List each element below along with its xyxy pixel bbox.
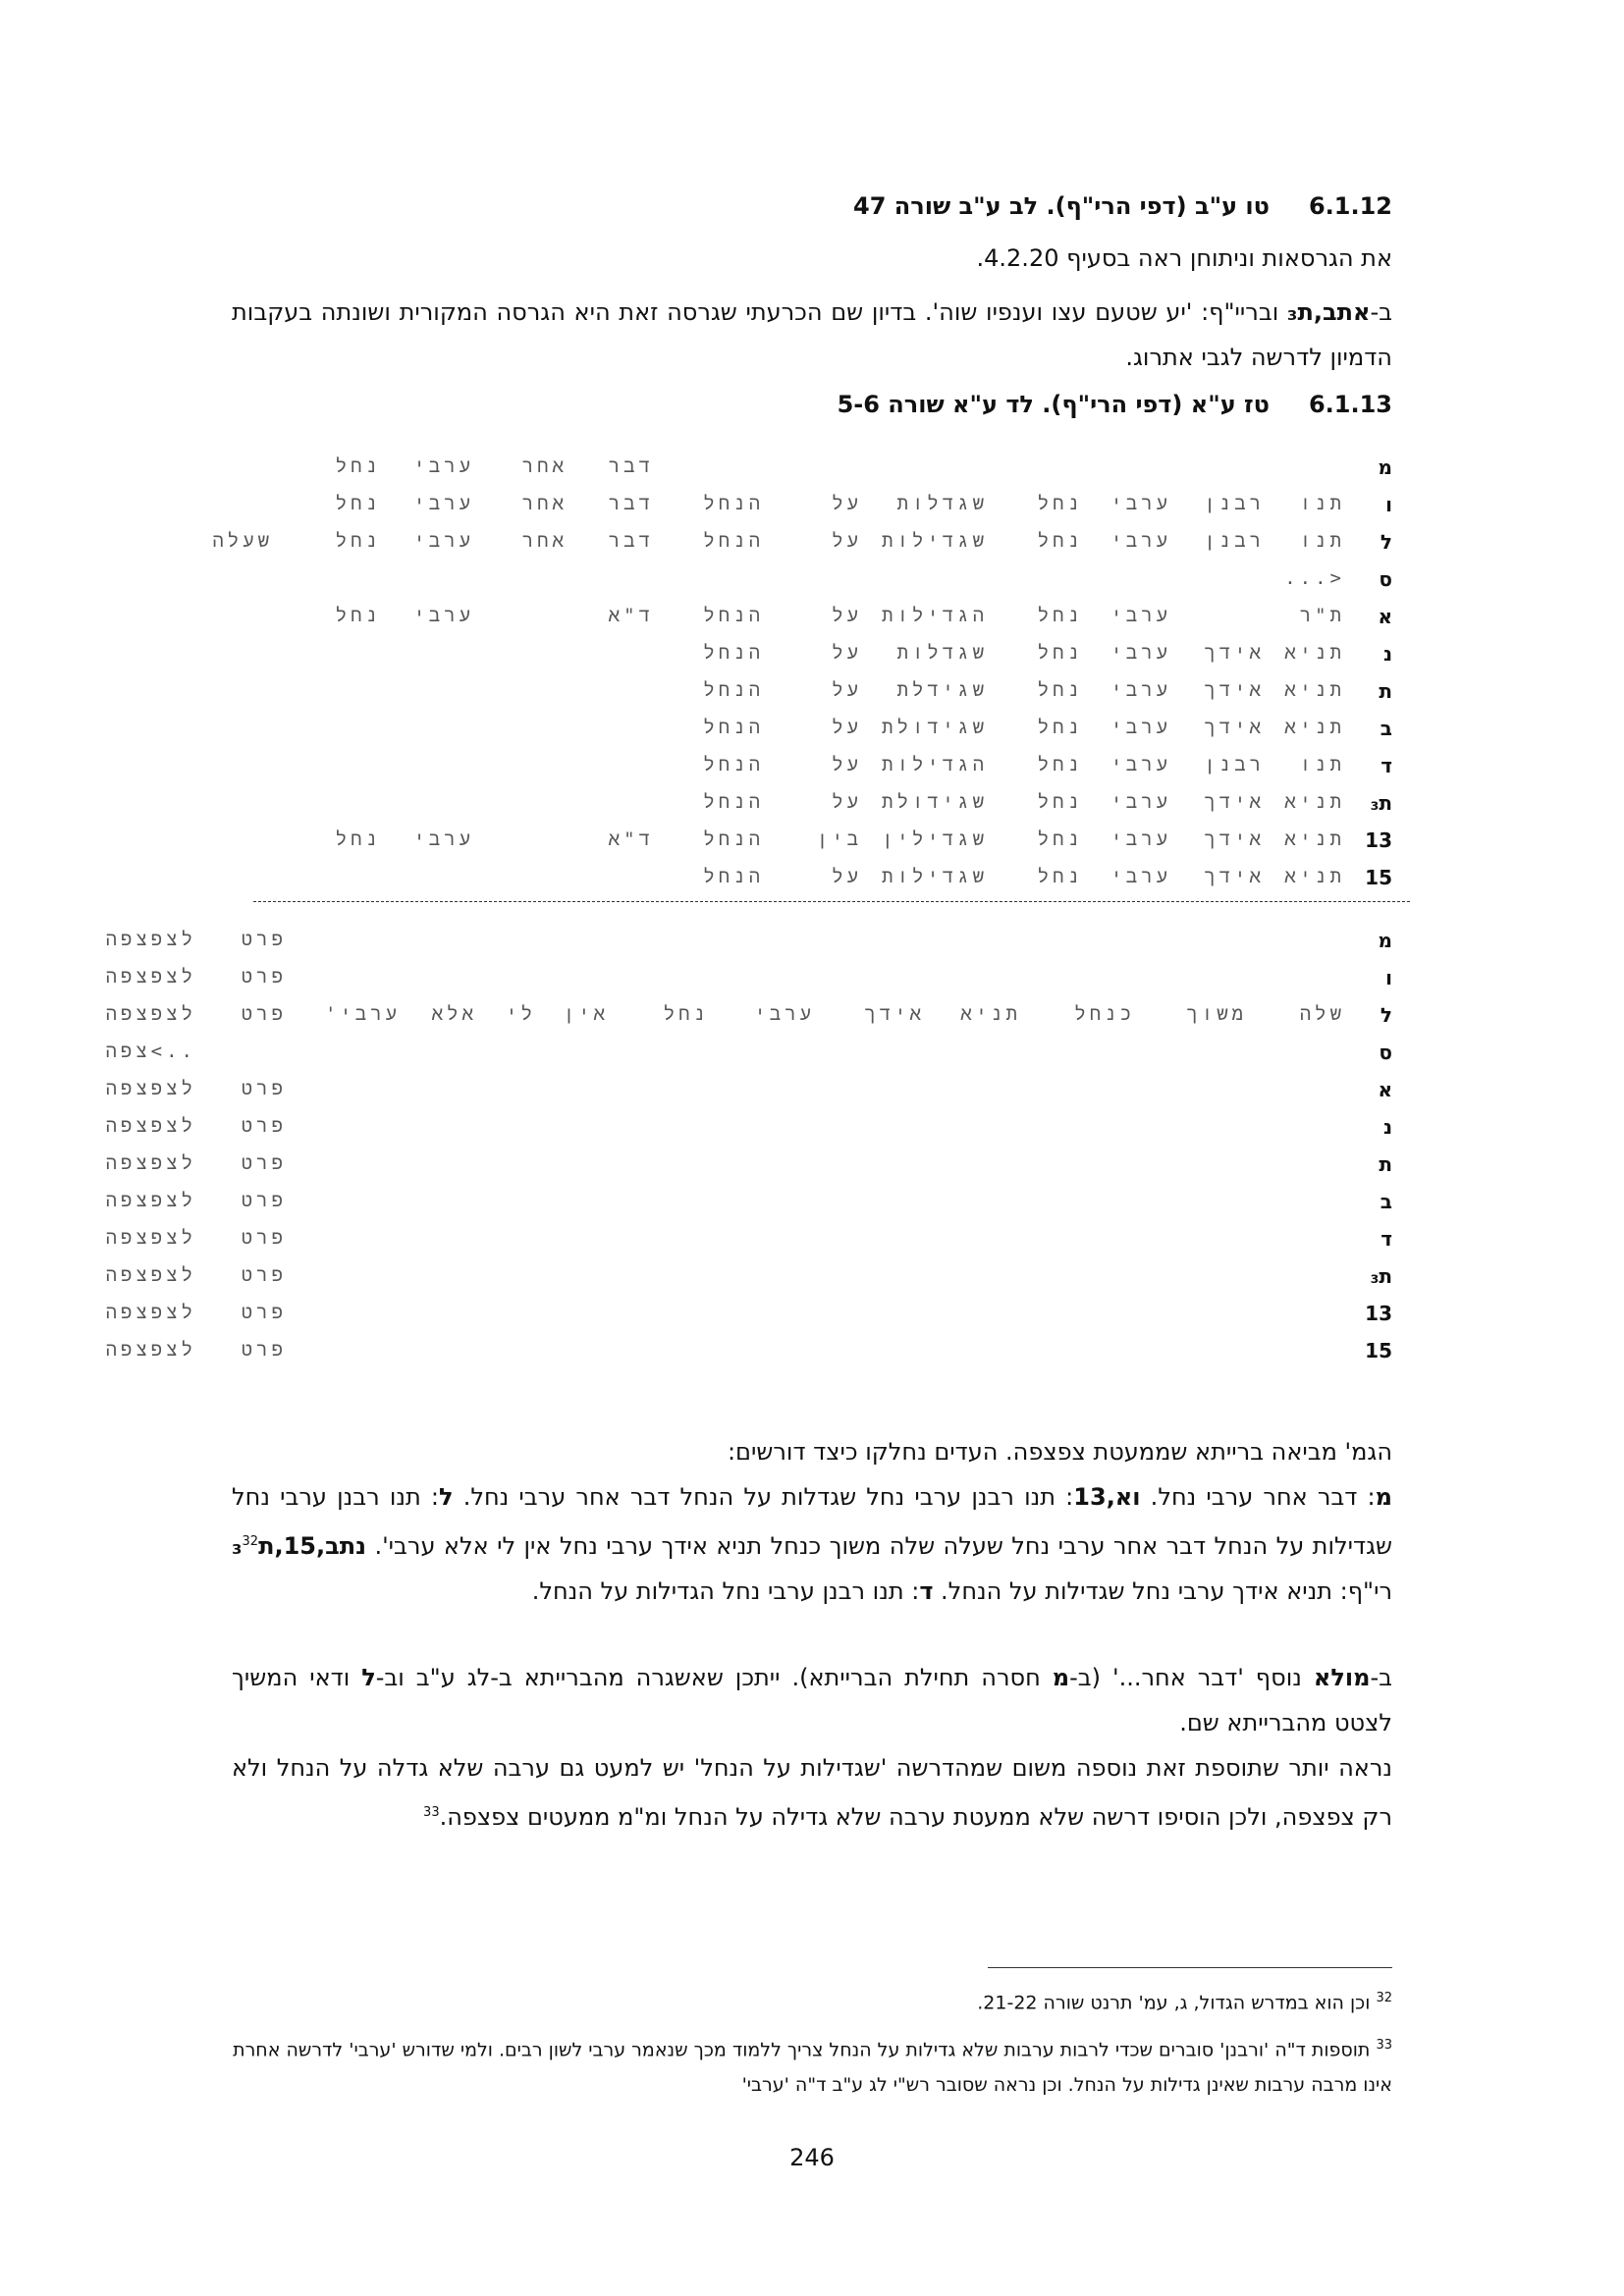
synopsis-word: תניא: [960, 1003, 1021, 1025]
synopsis-word: על: [832, 642, 862, 664]
synopsis-word: נחל: [1037, 605, 1083, 626]
synopsis-word: כנחל: [1074, 1003, 1135, 1025]
synopsis-word: ערבי: [413, 493, 474, 514]
synopsis-word: נחל: [1037, 530, 1083, 552]
witness-label: ב: [1380, 717, 1392, 740]
witness-label: ל: [1380, 1003, 1392, 1027]
synopsis-word: רבנן: [1204, 493, 1265, 514]
text-span: : תנו רבנן ערבי נחל הגדילות על הנחל.: [531, 1577, 920, 1605]
synopsis-word: נחל: [663, 1003, 709, 1025]
synopsis-word: ערבי: [413, 530, 474, 552]
synopsis-word: משוך: [1186, 1003, 1247, 1025]
synopsis-word: פרט: [241, 1190, 287, 1211]
synopsis-word: הנחל: [703, 866, 764, 887]
synopsis-word: דבר: [608, 530, 654, 552]
synopsis-word: על: [832, 605, 862, 626]
synopsis-word: פרט: [241, 1115, 287, 1137]
synopsis-word: ערבי: [1110, 642, 1171, 664]
text-span: חסרה תחילת הברייתא). ייתכן שאשגרה מהברייתא ב-לג ע"ב וב-: [375, 1664, 1053, 1691]
witness-label: ל: [1380, 530, 1392, 554]
synopsis-word: ד"א: [608, 605, 654, 626]
witness-label: ס: [1379, 1041, 1392, 1064]
synopsis-word: תניא: [1284, 642, 1345, 664]
text-span: הגמ' מביאה ברייתא שממעטת צפצפה. העדים נחלקו כיצד דורשים:: [727, 1438, 1392, 1466]
synopsis-row: [18, 1264, 1392, 1302]
witness-siglum: אתב,ת₃: [1286, 298, 1371, 326]
synopsis-word: רבנן: [1204, 530, 1265, 552]
synopsis-word: שעלה: [212, 530, 273, 552]
synopsis-word: נחל: [335, 455, 381, 477]
synopsis-word: ערבי: [1110, 866, 1171, 887]
synopsis-word: לצפצפה: [105, 1003, 196, 1025]
witness-label: ו: [1385, 966, 1392, 989]
synopsis-row: [18, 1041, 1392, 1078]
text-span: נראה יותר שתוספת זאת נוספה משום שמהדרשה 'שגדילות על הנחל' יש למעט גם ערבה שלא גדלה על הנחל ולא רק צפצפה, ולכן הוסיפו דרשה שלא ממעטת ערבה שלא גדילה על הנחל ומ"מ ממעטים צפצפה.: [232, 1754, 1392, 1831]
footnote-rule: [988, 1967, 1392, 1968]
witness-label: ב: [1380, 1190, 1392, 1213]
witness-label: 13: [1365, 1302, 1392, 1325]
text-span: ב-: [1370, 1664, 1392, 1691]
witness-label: נ: [1382, 642, 1392, 666]
synopsis-word: ערבי: [413, 828, 474, 850]
synopsis-word: לצפצפה: [105, 1302, 196, 1323]
synopsis-word: על: [832, 791, 862, 813]
synopsis-word: תניא: [1284, 866, 1345, 887]
body-paragraph-1: [232, 1429, 1392, 1474]
synopsis-word: נחל: [335, 530, 381, 552]
body-paragraph-3: [232, 1655, 1392, 1745]
witness-label: מ: [1378, 929, 1392, 952]
witness-siglum: ל: [361, 1664, 376, 1691]
synopsis-word: על: [832, 717, 862, 738]
synopsis-word: אידך: [1204, 866, 1265, 887]
witness-label: ת₃: [1370, 791, 1392, 815]
text-span: רי"ף: תניא אידך ערבי נחל שגדילות על הנחל.: [933, 1577, 1392, 1605]
synopsis-word: נחל: [1037, 791, 1083, 813]
synopsis-word: ערבי: [1110, 493, 1171, 514]
witness-label: א: [1378, 605, 1392, 628]
witness-label: נ: [1382, 1115, 1392, 1139]
synopsis-word: נחל: [335, 605, 381, 626]
synopsis-word: אידך: [1204, 679, 1265, 701]
synopsis-row: [18, 455, 1392, 493]
section-heading-6-1-13: [838, 391, 1392, 418]
synopsis-word: <...: [1284, 567, 1345, 589]
synopsis-word: הנחל: [703, 642, 764, 664]
witness-label: ד: [1380, 754, 1392, 777]
text-span: : דבר אחר ערבי נחל.: [1140, 1483, 1376, 1511]
synopsis-word: ערבי: [1110, 605, 1171, 626]
synopsis-row: [18, 493, 1392, 530]
witness-label: ו: [1385, 493, 1392, 516]
synopsis-word: לצפצפה: [105, 1078, 196, 1099]
footnote-33: [232, 2028, 1392, 2103]
synopsis-word: אידך: [1204, 791, 1265, 813]
synopsis-row: [18, 1302, 1392, 1339]
synopsis-word: שגדילות: [882, 866, 988, 887]
synopsis-word: על: [832, 530, 862, 552]
footnote-ref[interactable]: 32: [242, 1534, 259, 1549]
synopsis-word: נחל: [1037, 754, 1083, 775]
synopsis-word: אלא: [431, 1003, 477, 1025]
synopsis-row: [18, 642, 1392, 679]
synopsis-word: פרט: [241, 1302, 287, 1323]
synopsis-word: הגדילות: [882, 754, 988, 775]
synopsis-word: נחל: [1037, 828, 1083, 850]
synopsis-word: לצפצפה: [105, 1339, 196, 1361]
synopsis-word: שגדלות: [896, 493, 988, 514]
witness-label: א: [1378, 1078, 1392, 1101]
synopsis-word: לצפצפה: [105, 1264, 196, 1286]
section-title: טז ע"א (דפי הרי"ף). לד ע"א שורה 5-6: [837, 391, 1270, 418]
synopsis-word: שגידולת: [882, 717, 988, 738]
footnote-text: תוספות ד"ה 'ורבנן' סוברים שכדי לרבות ערבות שלא גדילות על הנחל צריך ללמוד מכך שנאמר ערבי לשון רבים. ולמי שדורש 'ערבי' לדרשה אחרת אינו מרבה ערבות שאינן גדילות על הנחל. וכן נראה שסובר רש"י לג ע"ב ד"ה 'ערבי': [233, 2039, 1392, 2097]
synopsis-word: הנחל: [703, 605, 764, 626]
synopsis-word: ערבי: [1110, 717, 1171, 738]
witness-label: ת: [1379, 679, 1392, 703]
synopsis-word: פרט: [241, 966, 287, 988]
synopsis-row: [18, 791, 1392, 828]
synopsis-row: [18, 754, 1392, 791]
synopsis-table-top: [18, 455, 1392, 897]
synopsis-word: ערבי: [754, 1003, 815, 1025]
synopsis-row: [18, 929, 1392, 966]
synopsis-row: [18, 828, 1392, 866]
text-span: : תנו רבנן ערבי נחל שגדלות על הנחל דבר אחר ערבי נחל.: [453, 1483, 1074, 1511]
synopsis-row: [18, 1339, 1392, 1376]
body-paragraph-4: [232, 1745, 1392, 1840]
footnote-ref[interactable]: 33: [423, 1805, 440, 1820]
synopsis-word: פרט: [241, 1078, 287, 1099]
witness-siglum: מ: [1375, 1483, 1392, 1511]
synopsis-word: לי: [506, 1003, 536, 1025]
text-span: נוסף 'דבר אחר...' (ב-: [1069, 1664, 1314, 1691]
synopsis-word: ערבי: [1110, 828, 1171, 850]
witness-siglum: נתב,15,ת₃: [232, 1532, 367, 1560]
synopsis-word: שלה: [1299, 1003, 1345, 1025]
synopsis-word: פרט: [241, 1339, 287, 1361]
footnote-text: וכן הוא במדרש הגדול, ג, עמ' תרנט שורה 21-22.: [977, 1992, 1377, 2014]
synopsis-word: ת"ר: [1299, 605, 1345, 626]
footnote-number: 32: [1376, 1991, 1392, 2005]
dashed-divider: [253, 901, 1410, 902]
section-heading-6-1-12: [853, 192, 1392, 220]
intro-paragraph: [232, 290, 1392, 380]
page-number: 246: [789, 2144, 835, 2171]
synopsis-word: הנחל: [703, 828, 764, 850]
synopsis-word: אחר: [521, 493, 568, 514]
synopsis-row: [18, 1078, 1392, 1115]
synopsis-row: [18, 1003, 1392, 1041]
text-span: ב-: [1370, 298, 1392, 326]
synopsis-word: דבר: [608, 455, 654, 477]
synopsis-word: הגדילות: [882, 605, 988, 626]
synopsis-word: ערבי: [413, 605, 474, 626]
synopsis-row: [18, 717, 1392, 754]
section-number: 6.1.12: [1308, 192, 1392, 220]
synopsis-word: הנחל: [703, 530, 764, 552]
synopsis-word: פרט: [241, 1227, 287, 1249]
synopsis-word: נחל: [335, 828, 381, 850]
synopsis-word: לצפצפה: [105, 1115, 196, 1137]
witness-siglum: וא,13: [1073, 1483, 1141, 1511]
synopsis-word: נחל: [1037, 717, 1083, 738]
synopsis-word: ד"א: [608, 828, 654, 850]
synopsis-word: אחר: [521, 455, 568, 477]
synopsis-word: פרט: [241, 1264, 287, 1286]
body-paragraph-2: [232, 1474, 1392, 1614]
synopsis-row: [18, 1115, 1392, 1152]
synopsis-word: הנחל: [703, 679, 764, 701]
synopsis-word: נחל: [1037, 642, 1083, 664]
witness-label: 15: [1365, 1339, 1392, 1362]
witness-label: ת₃: [1370, 1264, 1392, 1288]
synopsis-word: שגידלת: [896, 679, 988, 701]
synopsis-word: לצפצפה: [105, 929, 196, 950]
synopsis-word: אידך: [1204, 717, 1265, 738]
synopsis-word: אידך: [1204, 828, 1265, 850]
witness-label: 13: [1365, 828, 1392, 852]
section-number: 6.1.13: [1308, 391, 1392, 418]
text-span: : תנו רבנן ערבי נחל שגדילות על הנחל דבר אחר ערבי נחל שעלה שלה משוך כנחל תניא אידך ערבי נחל אין לי אלא ערבי'.: [232, 1483, 1392, 1560]
synopsis-word: שגדילות: [882, 530, 988, 552]
synopsis-word: הנחל: [703, 754, 764, 775]
synopsis-word: הנחל: [703, 717, 764, 738]
synopsis-row: [18, 866, 1392, 903]
text-span: ודאי המשיך לצטט מהברייתא שם.: [232, 1664, 1392, 1736]
synopsis-row: [18, 1152, 1392, 1190]
synopsis-word: תנו: [1299, 754, 1345, 775]
witness-label: ס: [1379, 567, 1392, 591]
synopsis-word: רבנן: [1204, 754, 1265, 775]
intro-line: [232, 236, 1392, 281]
footnote-32: [232, 1981, 1392, 2020]
synopsis-word: אחר: [521, 530, 568, 552]
synopsis-word: ערבי: [1110, 679, 1171, 701]
synopsis-word: פרט: [241, 1152, 287, 1174]
witness-label: ד: [1380, 1227, 1392, 1251]
synopsis-word: על: [832, 866, 862, 887]
witness-siglum: מולא: [1313, 1664, 1371, 1691]
synopsis-word: אידך: [864, 1003, 925, 1025]
synopsis-word: אידך: [1204, 642, 1265, 664]
synopsis-word: תניא: [1284, 828, 1345, 850]
synopsis-word: בין: [816, 828, 862, 850]
synopsis-word: נחל: [335, 493, 381, 514]
synopsis-word: לצפצפה: [105, 1190, 196, 1211]
synopsis-word: על: [832, 679, 862, 701]
synopsis-row: [18, 966, 1392, 1003]
synopsis-word: לצפצפה: [105, 966, 196, 988]
synopsis-row: [18, 1227, 1392, 1264]
witness-siglum: ד: [919, 1577, 934, 1605]
intro-text: את הגרסאות וניתוחן ראה בסעיף 4.2.20.: [976, 244, 1392, 272]
witness-label: 15: [1365, 866, 1392, 889]
synopsis-word: אין: [563, 1003, 609, 1025]
synopsis-word: פרט: [241, 929, 287, 950]
synopsis-word: פרט: [241, 1003, 287, 1025]
synopsis-word: נחל: [1037, 866, 1083, 887]
synopsis-row: [18, 605, 1392, 642]
synopsis-word: שגידולת: [882, 791, 988, 813]
synopsis-word: תניא: [1284, 791, 1345, 813]
synopsis-row: [18, 1190, 1392, 1227]
synopsis-word: לצפצפה: [105, 1152, 196, 1174]
witness-label: ת: [1379, 1152, 1392, 1176]
synopsis-row: [18, 567, 1392, 605]
witness-siglum: מ: [1052, 1664, 1070, 1691]
synopsis-table-bottom: [0, 929, 1392, 1380]
synopsis-row: [18, 530, 1392, 567]
synopsis-word: על: [832, 493, 862, 514]
synopsis-word: לצפצפה: [105, 1227, 196, 1249]
synopsis-word: ערבי: [1110, 530, 1171, 552]
synopsis-word: שגדלות: [896, 642, 988, 664]
synopsis-word: דבר: [608, 493, 654, 514]
synopsis-word: שגדילין: [882, 828, 988, 850]
section-title: טו ע"ב (דפי הרי"ף). לב ע"ב שורה 47: [853, 192, 1270, 220]
synopsis-word: נחל: [1037, 493, 1083, 514]
synopsis-word: תנו: [1299, 493, 1345, 514]
text-span: ובריי"ף: 'יע שטעם עצו וענפיו שוה'. בדיון שם הכרעתי שגרסה זאת היא הגרסה המקורית ושונתה בעקבות הדמיון לדרשה לגבי אתרוג.: [232, 298, 1392, 371]
synopsis-word: הנחל: [703, 493, 764, 514]
synopsis-word: נחל: [1037, 679, 1083, 701]
synopsis-word: תניא: [1284, 679, 1345, 701]
synopsis-word: הנחל: [703, 791, 764, 813]
footnote-number: 33: [1376, 2038, 1392, 2053]
synopsis-word: ..>צפה: [105, 1041, 196, 1062]
synopsis-word: ערבי': [324, 1003, 401, 1025]
synopsis-word: על: [832, 754, 862, 775]
witness-label: מ: [1378, 455, 1392, 479]
synopsis-word: ערבי: [1110, 791, 1171, 813]
synopsis-word: ערבי: [413, 455, 474, 477]
synopsis-word: ערבי: [1110, 754, 1171, 775]
synopsis-word: תנו: [1299, 530, 1345, 552]
witness-siglum: ל: [439, 1483, 454, 1511]
synopsis-word: תניא: [1284, 717, 1345, 738]
synopsis-row: [18, 679, 1392, 717]
